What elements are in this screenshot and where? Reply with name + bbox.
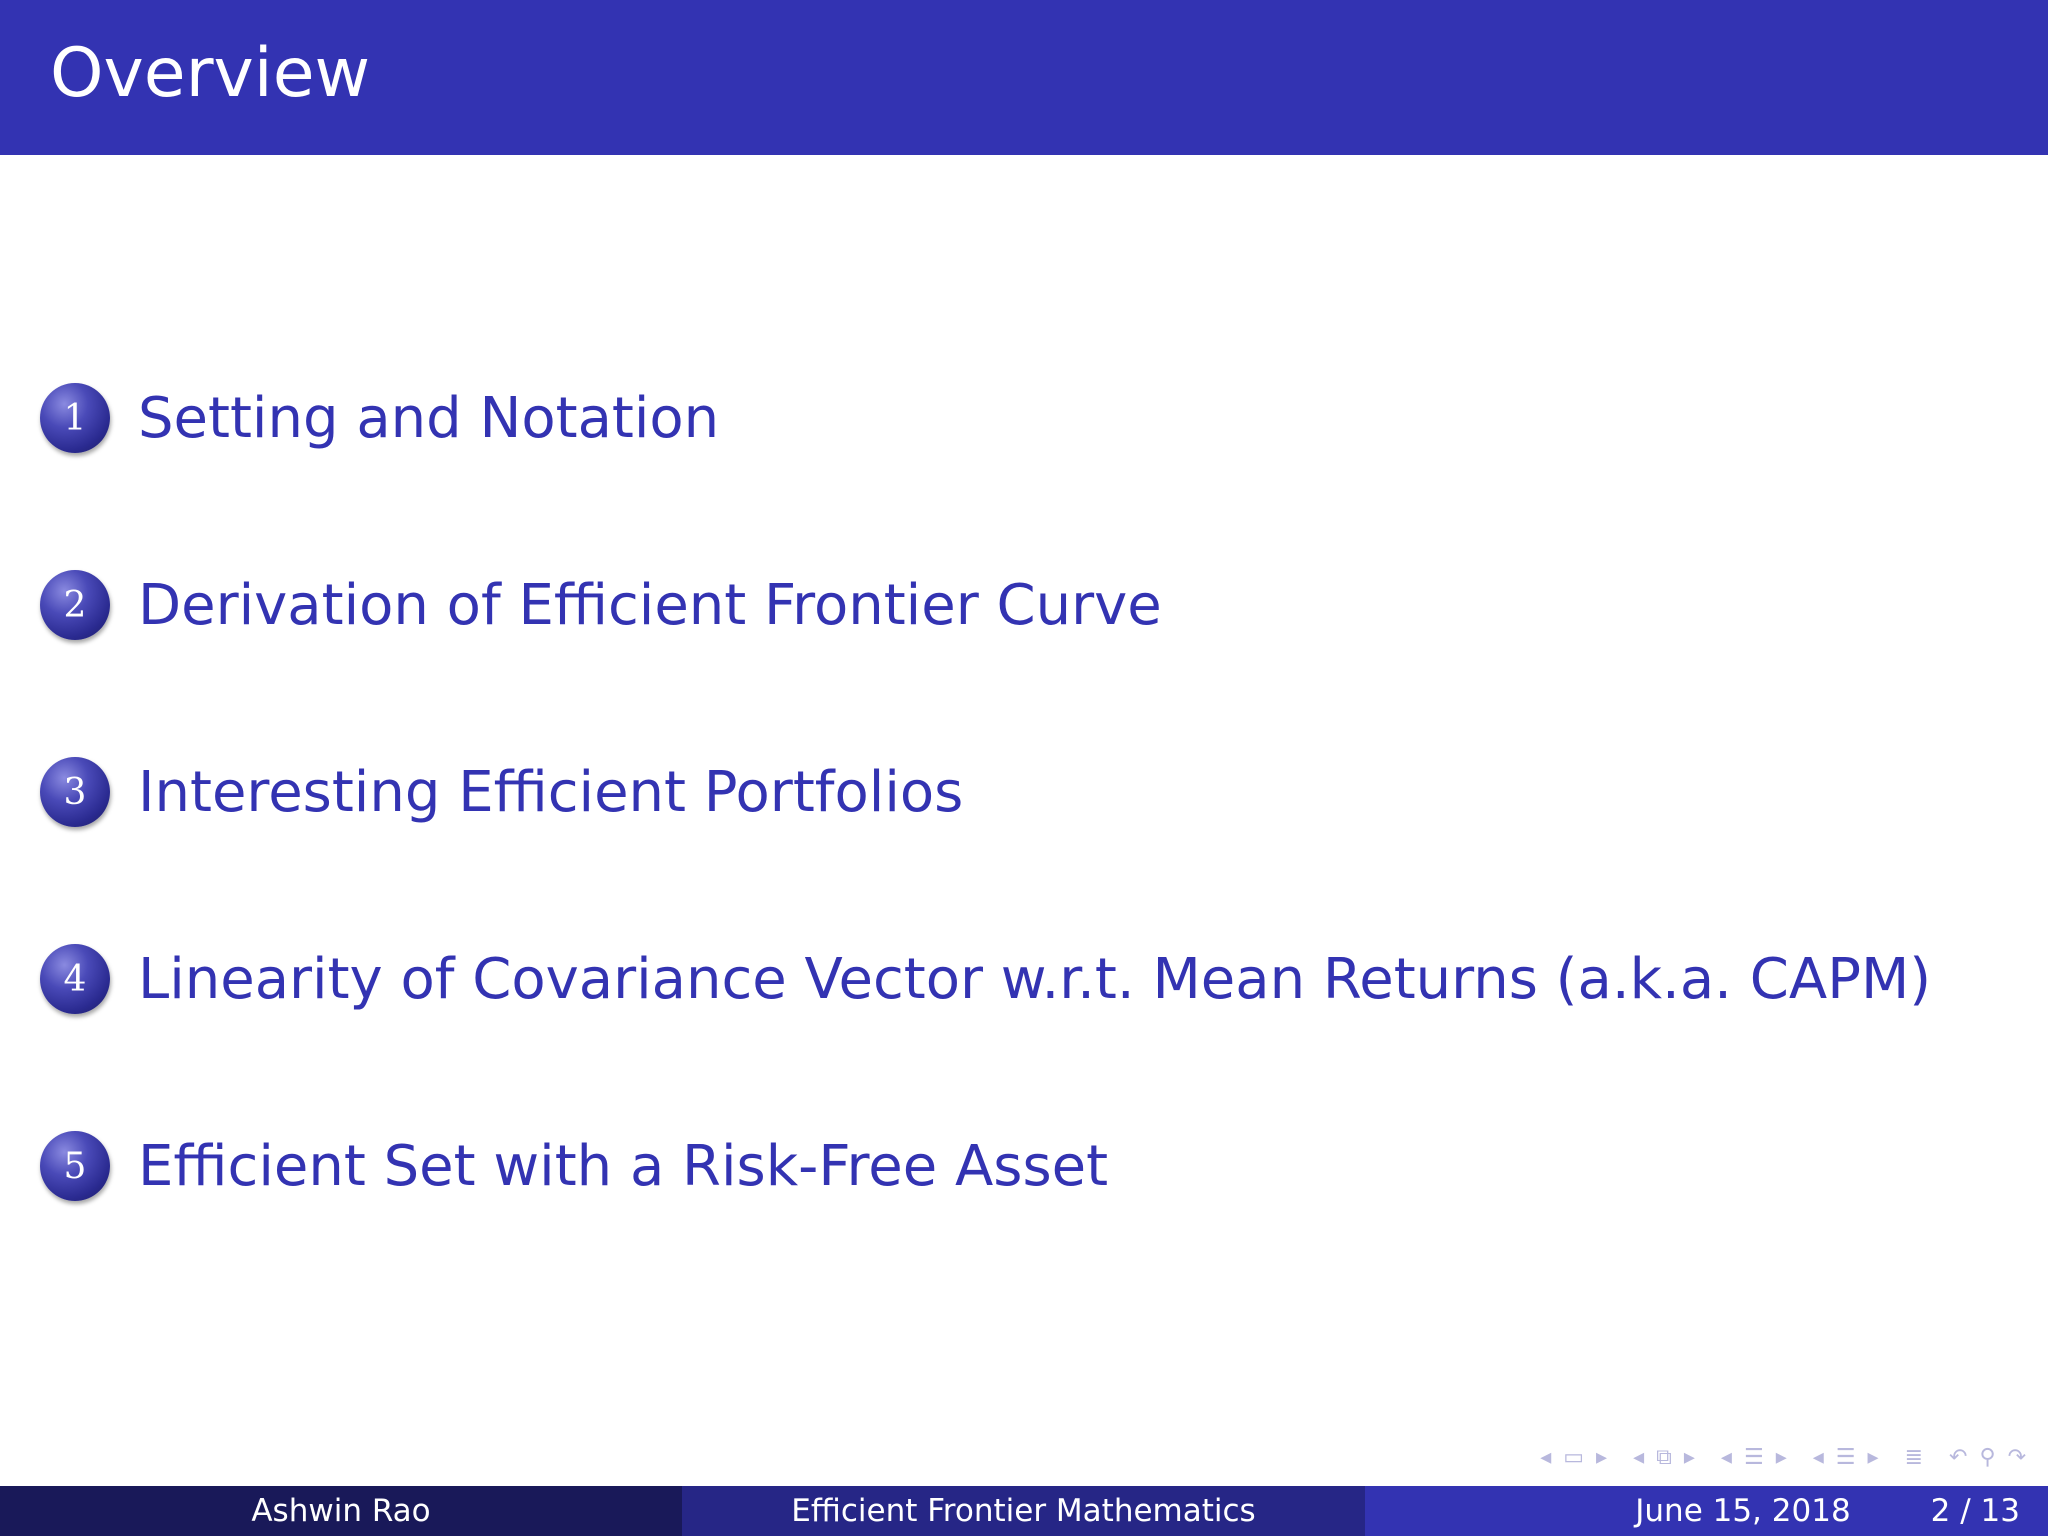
- toc-item-1[interactable]: [40, 378, 719, 458]
- presentation-title: Efficient Frontier Mathematics: [791, 1493, 1256, 1529]
- toc-item-label[interactable]: Linearity of Covariance Vector w.r.t. Mean Returns (a.k.a. CAPM): [138, 946, 1932, 1012]
- toc-number-ball: 5: [40, 1131, 110, 1201]
- next-subsection-icon[interactable]: ▸: [1683, 1445, 1695, 1470]
- next-section-icon[interactable]: ▸: [1775, 1445, 1787, 1470]
- toc-item-label[interactable]: Setting and Notation: [138, 385, 720, 451]
- toc-number-ball: 4: [40, 944, 110, 1014]
- back-icon[interactable]: ↶: [1949, 1445, 1968, 1470]
- toc-item-3[interactable]: [40, 752, 963, 832]
- footer-title: [682, 1486, 1365, 1536]
- author-name: Ashwin Rao: [251, 1493, 431, 1529]
- next-frame-icon[interactable]: ▸: [1596, 1445, 1608, 1470]
- footer-bar: [0, 1486, 2048, 1536]
- search-icon[interactable]: ⚲: [1979, 1445, 1996, 1470]
- toc-number-ball: 2: [40, 570, 110, 640]
- align-icon[interactable]: ≣: [1904, 1445, 1923, 1470]
- prev-subsection-icon[interactable]: ◂: [1633, 1445, 1645, 1470]
- beamer-navigation-bar: [1528, 1440, 2026, 1476]
- toc-number-ball: 3: [40, 757, 110, 827]
- toc-item-label[interactable]: Derivation of Efficient Frontier Curve: [138, 572, 1162, 638]
- toc-item-label[interactable]: Interesting Efficient Portfolios: [138, 759, 964, 825]
- toc-item-2[interactable]: [40, 565, 1162, 645]
- frame-icon[interactable]: ▭: [1563, 1445, 1585, 1470]
- page-title: Overview: [50, 34, 371, 113]
- prev-section-icon[interactable]: ◂: [1720, 1445, 1732, 1470]
- toc-item-4[interactable]: [40, 939, 1931, 1019]
- subsection-icon[interactable]: ⧉: [1656, 1445, 1672, 1470]
- presentation-date: June 15, 2018: [1635, 1493, 1851, 1529]
- section-icon[interactable]: ☰: [1743, 1445, 1764, 1470]
- forward-icon[interactable]: ↷: [2007, 1445, 2026, 1470]
- toc-number-ball: 1: [40, 383, 110, 453]
- prev-part-icon[interactable]: ◂: [1812, 1445, 1824, 1470]
- footer-date: [1365, 1486, 2048, 1536]
- toc-item-5[interactable]: [40, 1126, 1108, 1206]
- footer-author: [0, 1486, 682, 1536]
- toc-item-label[interactable]: Efficient Set with a Risk-Free Asset: [138, 1133, 1109, 1199]
- page-number: 2 / 13: [1930, 1493, 2020, 1529]
- next-part-icon[interactable]: ▸: [1867, 1445, 1879, 1470]
- prev-frame-icon[interactable]: ◂: [1540, 1445, 1552, 1470]
- part-icon[interactable]: ☰: [1835, 1445, 1856, 1470]
